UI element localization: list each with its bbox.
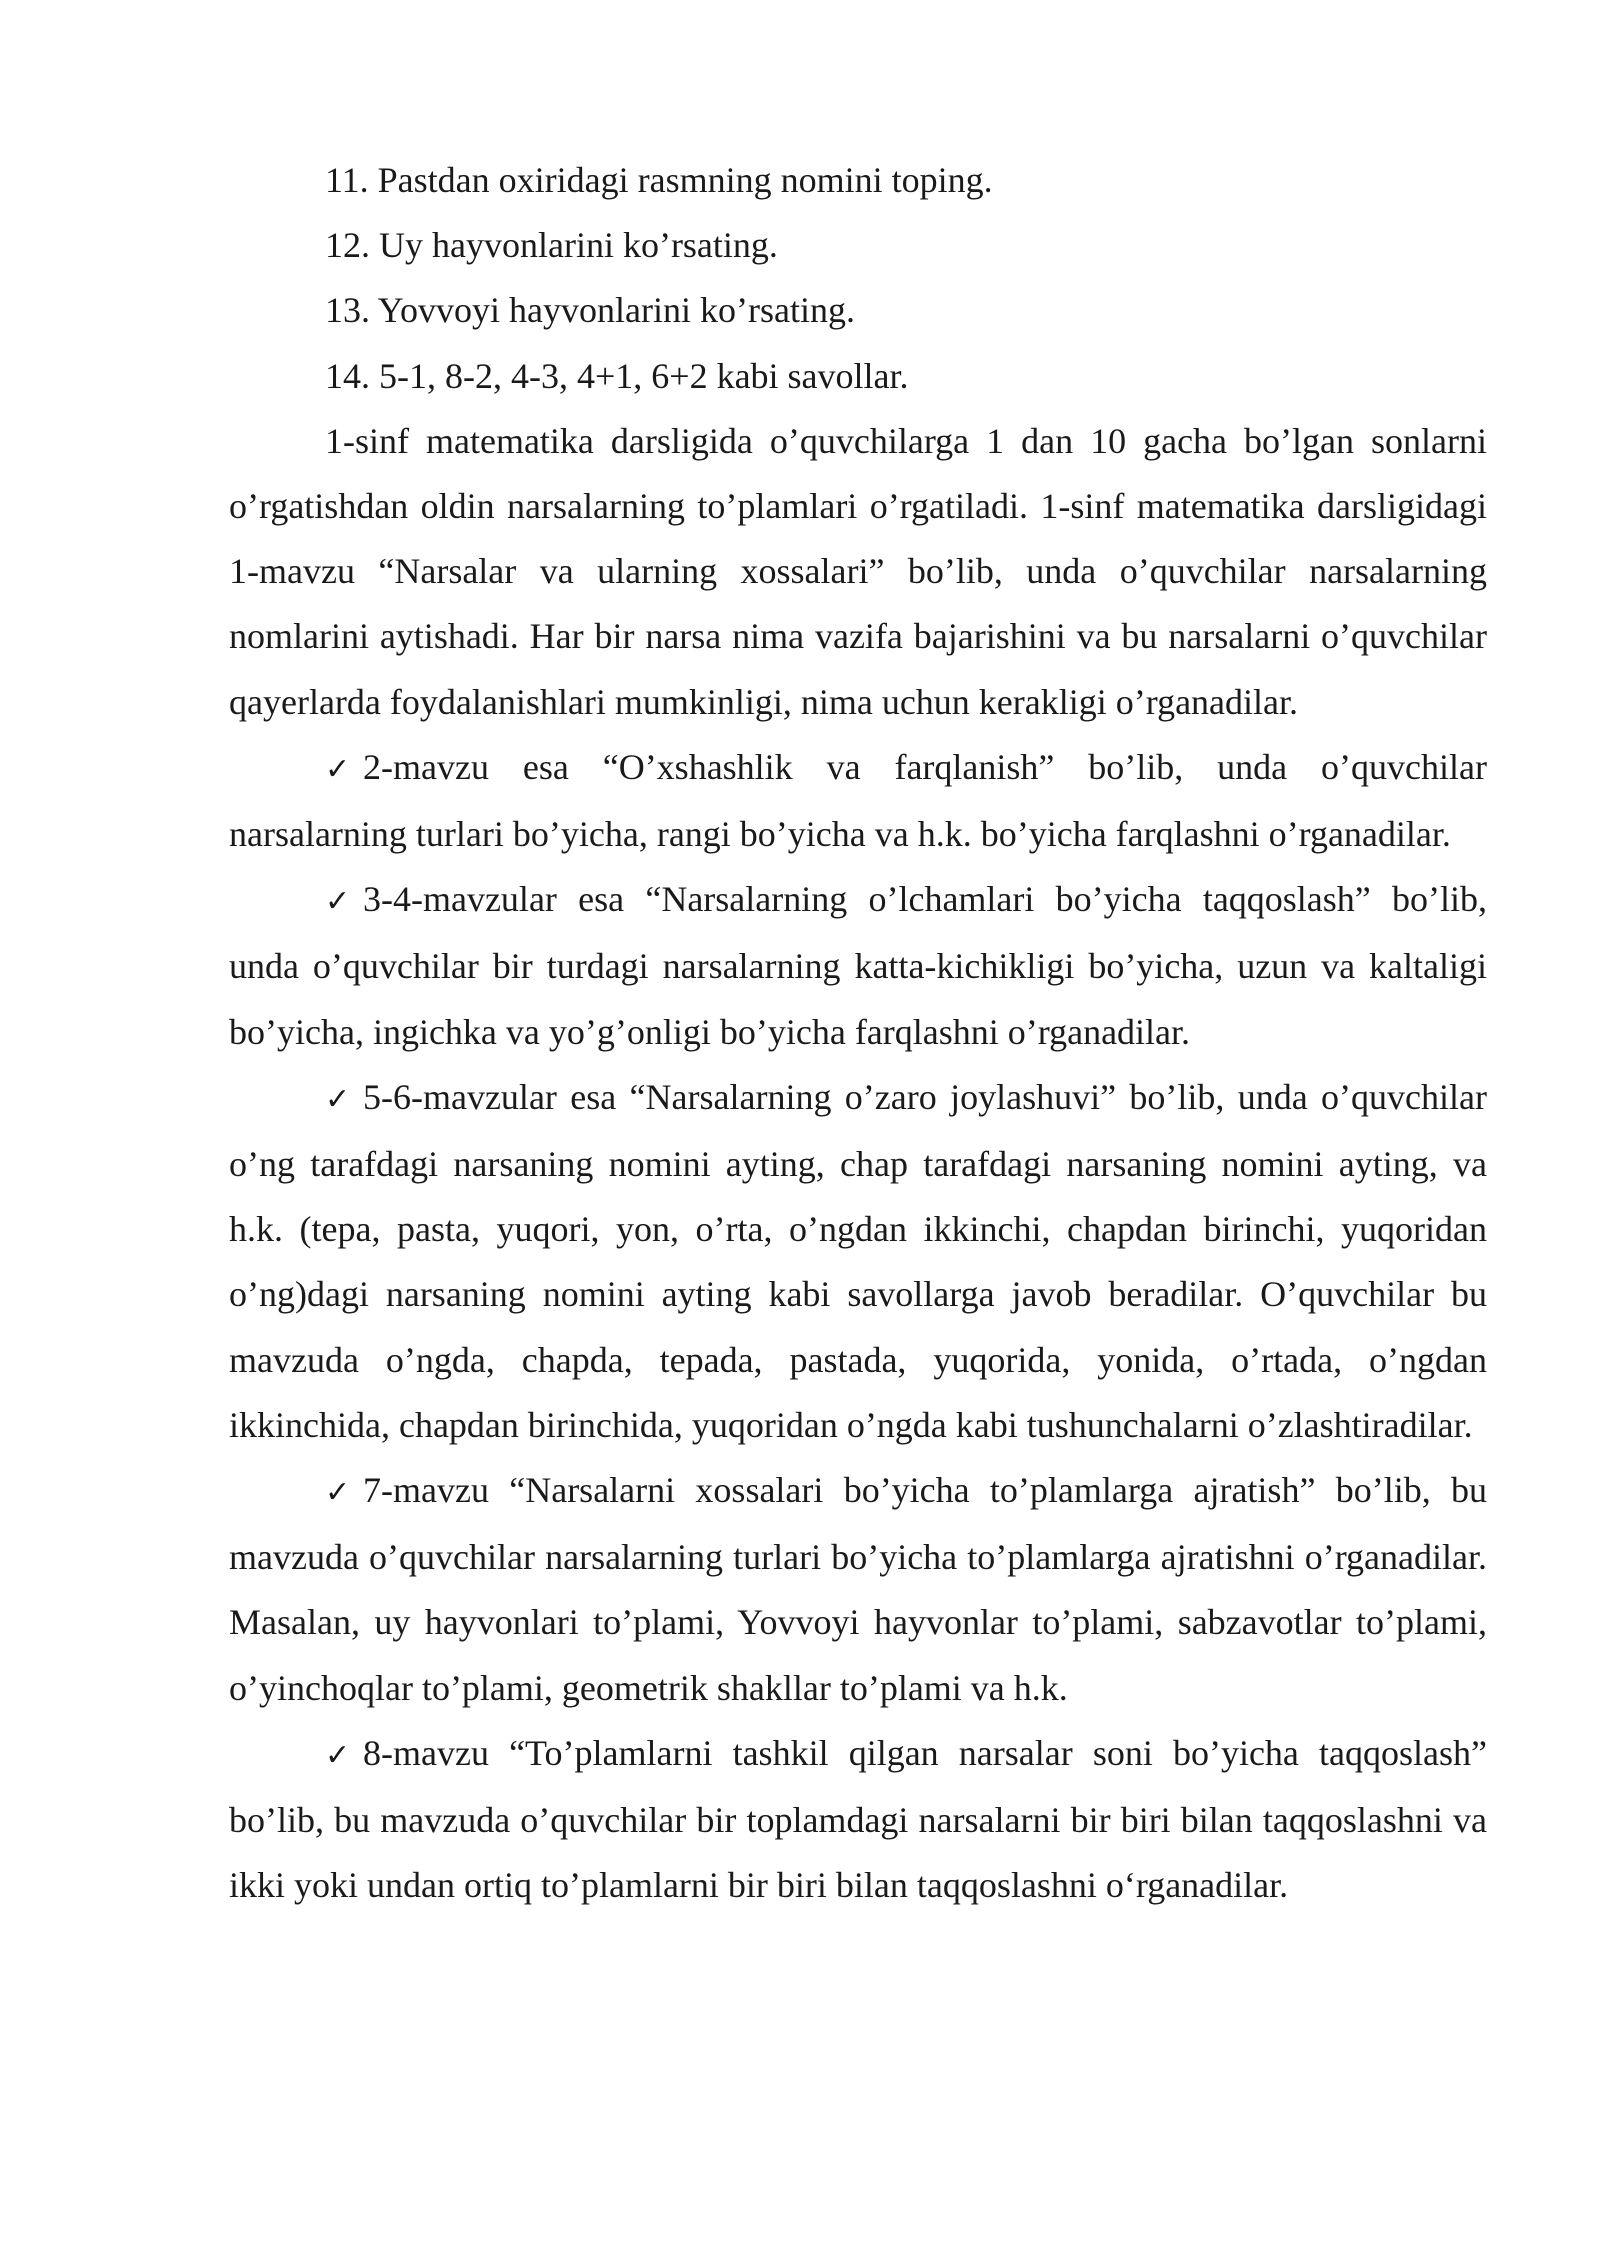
topic-text: 7-mavzu “Narsalarni xossalari bo’yicha to’plamlarga ajratish” bo’lib, bu mavzuda o’quvchilar narsalarning turlari bo’yicha to’plamlarga ajratishni o’rganadilar. Masalan, uy hayvonlari to’plami, Yovvoyi hayvonlar to’plami, sabzavotlar to’plami, o’yinchoqlar to’plami, geometrik shakllar to’plami va h.k. (229, 1470, 1487, 1708)
topic-text: 8-mavzu “To’plamlarni tashkil qilgan narsalar soni bo’yicha taqqoslash” bo’lib, bu mavzuda o’quvchilar bir toplamdagi narsalarni bir biri bilan taqqoslashni va ikki yoki undan ortiq to’plamlarni bir biri bilan taqqoslashni o‘rganadilar. (229, 1732, 1487, 1906)
checkmark-icon: ✓ (325, 1737, 351, 1773)
intro-paragraph: 1-sinf matematika darsligida o’quvchilarga 1 dan 10 gacha bo’lgan sonlarni o’rgatishdan oldin narsalarning to’plamlari o’rgatiladi. 1-sinf matematika darsligidagi 1-mavzu “Narsalar va ularning xossalari” bo’lib, unda o’quvchilar narsalarning nomlarini aytishadi. Har bir narsa nima vazifa bajarishini va bu narsalarni o’quvchilar qayerlarda foydalanishlari mumkinligi, nima uchun kerakligi o’rganadilar. (229, 420, 1487, 722)
checkmark-icon: ✓ (325, 884, 351, 920)
list-item: 11. Pastdan oxiridagi rasmning nomini toping. (325, 160, 993, 200)
checkmark-icon: ✓ (325, 751, 351, 787)
topic-text: 5-6-mavzular esa “Narsalarning o’zaro joylashuvi” bo’lib, unda o’quvchilar o’ng tarafdagi narsaning nomini ayting, chap tarafdagi narsaning nomini ayting, va h.k. (tepa, pasta, yuqori, yon, o’rta, o’ngdan ikkinchi, chapdan birinchi, yuqoridan o’ng)dagi narsaning nomini ayting kabi savollarga javob beradilar. O’quvchilar bu mavzuda o’ngda, chapda, tepada, pastada, yuqorida, yonida, o’rtada, o’ngdan ikkinchida, chapdan birinchida, yuqoridan o’ngda kabi tushunchalarni o’zlashtiradilar. (229, 1076, 1487, 1445)
list-item: 14. 5-1, 8-2, 4-3, 4+1, 6+2 kabi savollar. (325, 355, 909, 396)
checkmark-icon: ✓ (325, 1081, 351, 1117)
topic-paragraph (229, 1065, 1487, 1458)
topic-paragraph (229, 735, 1487, 867)
topic-paragraph (229, 1458, 1487, 1721)
checkmark-icon: ✓ (325, 1475, 351, 1511)
list-item: 13. Yovvoyi hayvonlarini ko’rsating. (325, 290, 855, 331)
topic-text: 3-4-mavzular esa “Narsalarning o’lchamlari bo’yicha taqqoslash” bo’lib, unda o’quvchilar bir turdagi narsalarning katta-kichikligi bo’yicha, uzun va kaltaligi bo’yicha, ingichka va yo’g’onligi bo’yicha farqlashni o’rganadilar. (229, 879, 1487, 1052)
topic-paragraph (229, 1721, 1487, 1919)
document-page (229, 148, 1487, 1918)
topic-text: 2-mavzu esa “O’xshashlik va farqlanish” bo’lib, unda o’quvchilar narsalarning turlari bo’yicha, rangi bo’yicha va h.k. bo’yicha farqlashni o’rganadilar. (229, 746, 1487, 855)
list-item: 12. Uy hayvonlarini ko’rsating. (325, 225, 778, 266)
topic-paragraph (229, 867, 1487, 1065)
